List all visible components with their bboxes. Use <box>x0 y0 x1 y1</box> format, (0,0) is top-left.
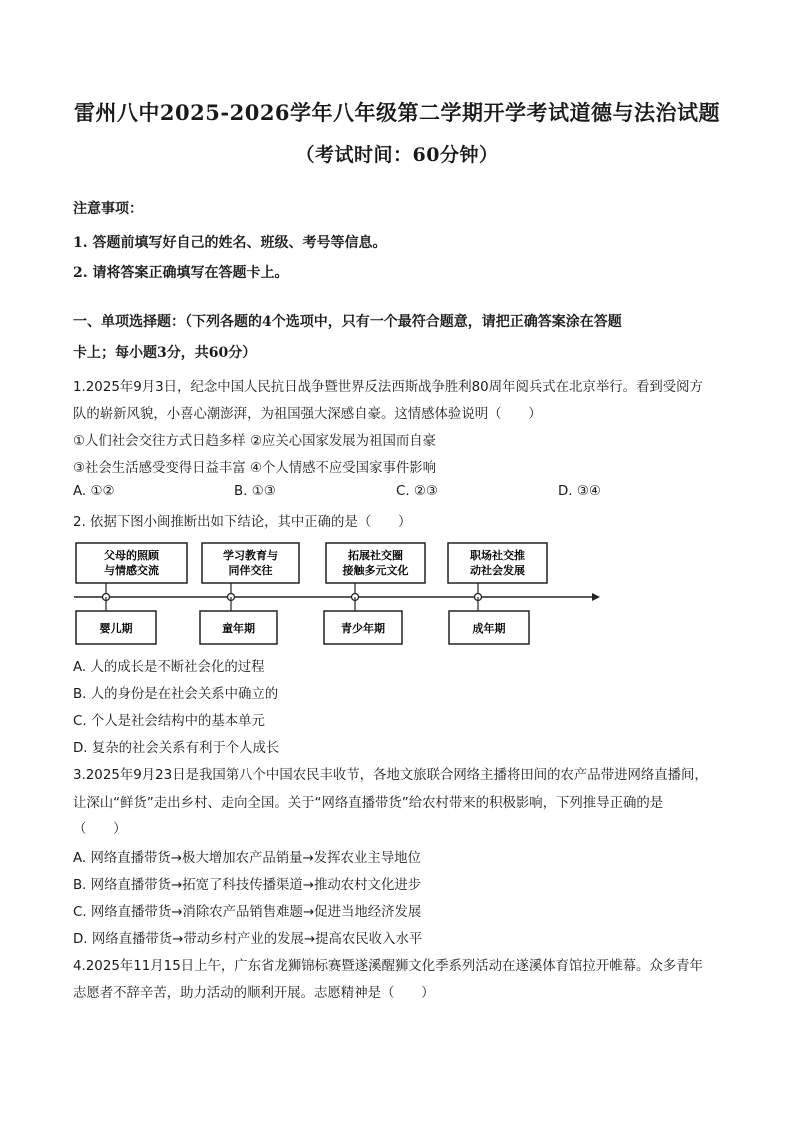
q3-option-b[interactable]: B. 网络直播带货→拓宽了科技传播渠道→推动农村文化进步 <box>73 878 422 893</box>
notes-heading: 注意事项： <box>73 201 143 217</box>
q1-statements: ①人们社会交往方式日趋多样 ②应关心国家发展为祖国而自豪 <box>73 434 437 449</box>
q1-option-d[interactable]: D. ③④ <box>558 484 601 499</box>
q3-option-d[interactable]: D. 网络直播带货→带动乡村产业的发展→提高农民收入水平 <box>73 932 423 947</box>
q2-stem: 2. 依据下图小闽推断出如下结论，其中正确的是（ ） <box>73 515 412 530</box>
stage-label: 成年期 <box>472 622 506 635</box>
q1-option-a[interactable]: A. ①② <box>73 484 115 499</box>
note-item: 1. 答题前填写好自己的姓名、班级、考号等信息。 <box>73 235 387 251</box>
q1-stem-cont: 队的崭新风貌，小喜心潮澎湃，为祖国强大深感自豪。这情感体验说明（ ） <box>73 407 542 422</box>
stage-label: 婴儿期 <box>99 622 133 635</box>
q1-option-b[interactable]: B. ①③ <box>234 484 276 499</box>
q2-option-b[interactable]: B. 人的身份是在社会关系中确立的 <box>73 687 279 702</box>
timeline-stage-child <box>200 543 299 644</box>
socialization-diagram <box>70 540 610 648</box>
q3-stem: 3.2025年9月23日是我国第八个中国农民丰收节，各地文旅联合网络主播将田间的农产品带进网络直播间， <box>73 768 708 783</box>
top-box-line: 学习教育与 <box>223 549 278 562</box>
q3-option-c[interactable]: C. 网络直播带货→消除农产品销售难题→促进当地经济发展 <box>73 905 422 920</box>
q3-option-a[interactable]: A. 网络直播带货→极大增加农产品销量→发挥农业主导地位 <box>73 851 421 866</box>
top-box-line: 动社会发展 <box>470 564 525 577</box>
timeline-stage-teen <box>324 543 425 644</box>
q3-stem-cont: 让深山“鲜货”走出乡村、走向全国。关于“网络直播带货”给农村带来的积极影响，下列推导正确的是 <box>73 796 664 811</box>
top-box-line: 父母的照顾 <box>104 549 159 562</box>
q4-stem-cont: 志愿者不辞辛苦，助力活动的顺利开展。志愿精神是（ ） <box>73 986 435 1001</box>
q2-option-c[interactable]: C. 个人是社会结构中的基本单元 <box>73 714 265 729</box>
top-box-line: 拓展社交圈 <box>348 549 403 562</box>
top-box-line: 接触多元文化 <box>342 564 409 577</box>
page-title: 雷州八中2025-2026学年八年级第二学期开学考试道德与法治试题 <box>73 100 721 125</box>
q1-option-c[interactable]: C. ②③ <box>396 484 438 499</box>
section-heading-cont: 卡上；每小题3分，共60分） <box>73 345 257 361</box>
exam-duration: （考试时间：60分钟） <box>295 144 499 166</box>
stage-label: 童年期 <box>222 622 255 635</box>
q3-stem-paren: （ ） <box>73 822 127 837</box>
top-box-line: 职场社交推 <box>470 549 525 562</box>
timeline-arrow-icon <box>592 593 600 601</box>
top-box-line: 同伴交往 <box>228 564 273 577</box>
q1-statements-cont: ③社会生活感受变得日益丰富 ④个人情感不应受国家事件影响 <box>73 461 437 476</box>
timeline-stage-adult <box>448 543 547 644</box>
q2-option-d[interactable]: D. 复杂的社会关系有利于个人成长 <box>73 741 280 756</box>
timeline-stage-infant <box>76 543 187 644</box>
section-heading: 一、单项选择题：（下列各题的4个选项中，只有一个最符合题意，请把正确答案涂在答题 <box>73 314 622 330</box>
q4-stem: 4.2025年11月15日上午，广东省龙狮锦标赛暨遂溪醒狮文化季系列活动在遂溪体育馆拉开帷幕。众多青年 <box>73 959 703 974</box>
q2-option-a[interactable]: A. 人的成长是不断社会化的过程 <box>73 660 265 675</box>
stage-label: 青少年期 <box>341 622 385 635</box>
top-box-line: 与情感交流 <box>104 564 159 577</box>
note-item: 2. 请将答案正确填写在答题卡上。 <box>73 265 289 281</box>
q1-stem: 1.2025年9月3日，纪念中国人民抗日战争暨世界反法西斯战争胜利80周年阅兵式在北京举行。看到受阅方 <box>73 380 703 395</box>
